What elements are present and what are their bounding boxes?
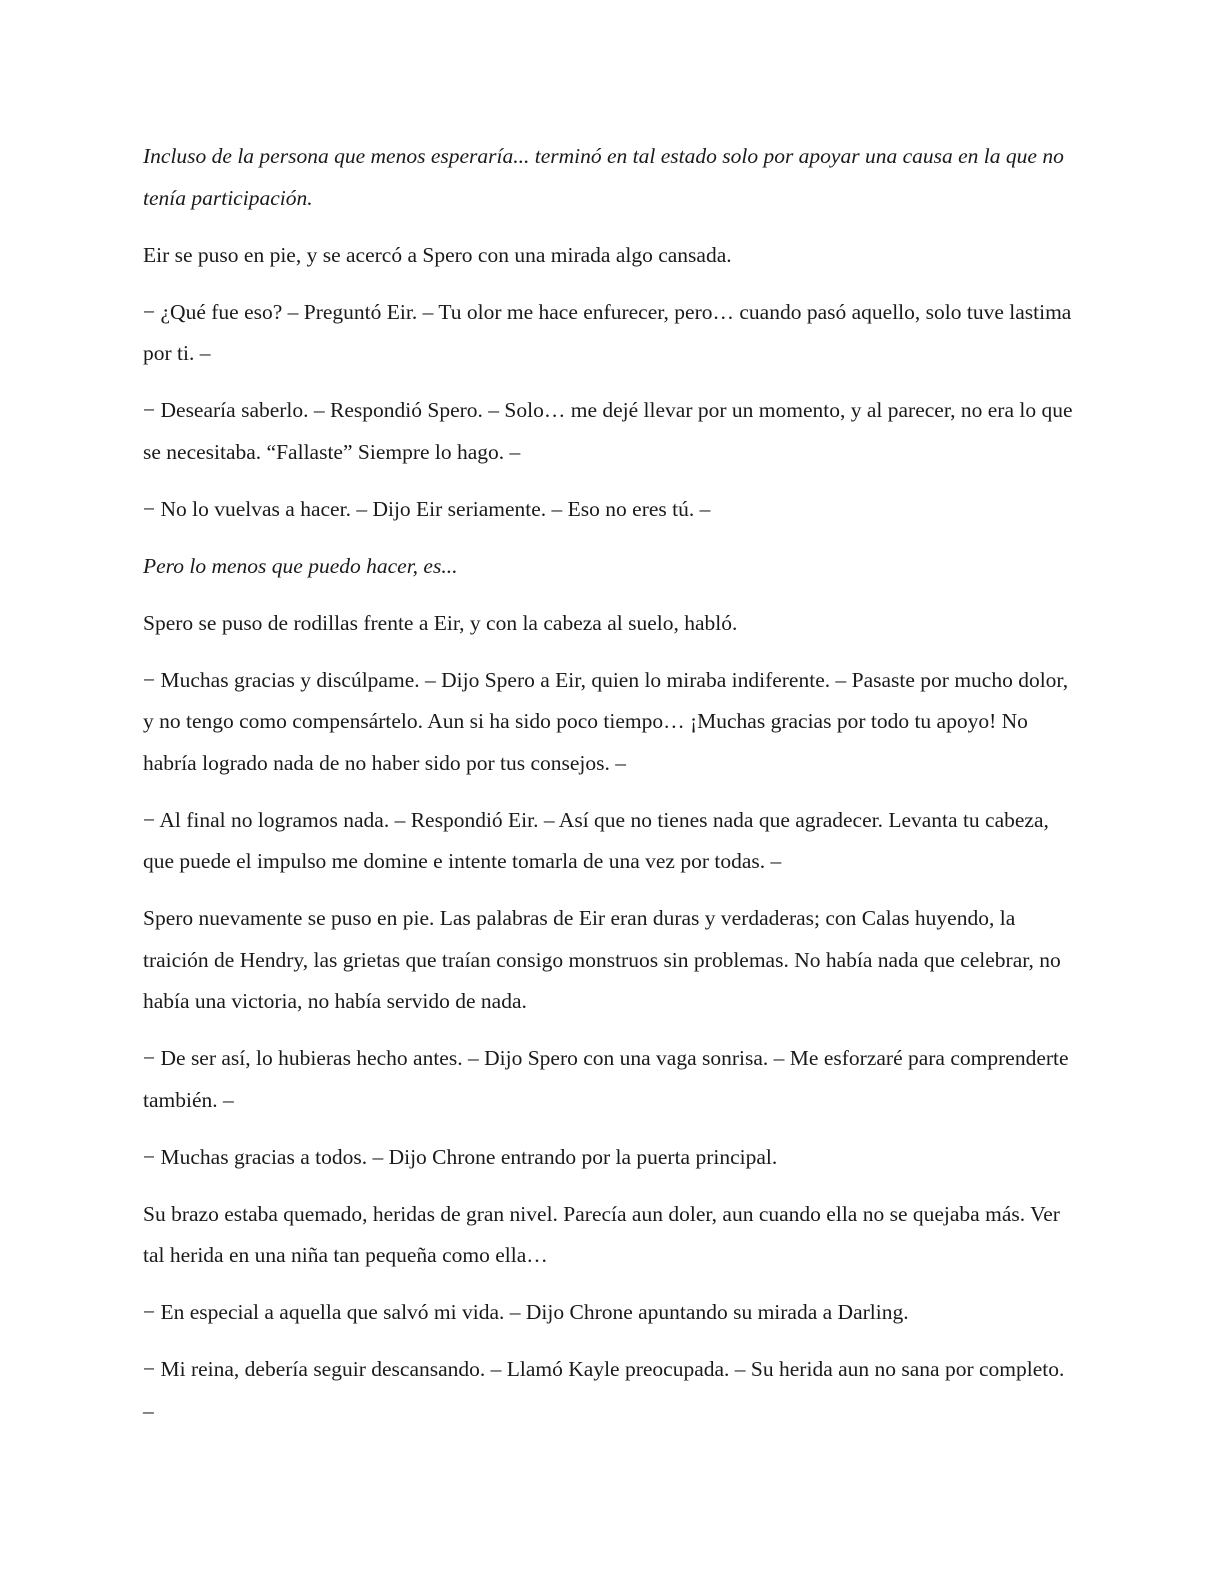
paragraph-6: Pero lo menos que puedo hacer, es... — [143, 553, 458, 578]
paragraph-10: Spero nuevamente se puso en pie. Las palabras de Eir eran duras y verdaderas; con Calas huyendo, la traición de Hendry, las grietas que traían consigo monstruos sin problemas. No había nada que celebrar, no había una victoria, no había servido de nada. — [143, 906, 1061, 1013]
paragraph-3: − ¿Qué fue eso? – Preguntó Eir. – Tu olor me hace enfurecer, pero… cuando pasó aquello, solo tuve lastima por ti. – — [143, 299, 1072, 365]
paragraph-13: Su brazo estaba quemado, heridas de gran nivel. Parecía aun doler, aun cuando ella no se quejaba más. Ver tal herida en una niña tan pequeña como ella… — [143, 1201, 1060, 1267]
paragraph-5: − No lo vuelvas a hacer. – Dijo Eir seriamente. – Eso no eres tú. – — [143, 496, 711, 521]
paragraph-9: − Al final no logramos nada. – Respondió Eir. – Así que no tienes nada que agradecer. Levanta tu cabeza, que puede el impulso me domine e intente tomarla de una vez por todas. – — [143, 807, 1049, 873]
paragraph-12: − Muchas gracias a todos. – Dijo Chrone entrando por la puerta principal. — [143, 1144, 778, 1169]
document-page — [143, 136, 1078, 1448]
paragraph-14: − En especial a aquella que salvó mi vida. – Dijo Chrone apuntando su mirada a Darling. — [143, 1300, 909, 1324]
paragraph-1: Incluso de la persona que menos esperaría... terminó en tal estado solo por apoyar una causa en la que no tenía participación. — [143, 144, 1064, 210]
paragraph-15: − Mi reina, debería seguir descansando. – Llamó Kayle preocupada. – Su herida aun no sana por completo. – — [143, 1357, 1065, 1423]
paragraph-2: Eir se puso en pie, y se acercó a Spero con una mirada algo cansada. — [143, 242, 732, 267]
paragraph-4: − Desearía saberlo. – Respondió Spero. – Solo… me dejé llevar por un momento, y al parecer, no era lo que se necesitaba. “Fallaste” Siempre lo hago. – — [143, 398, 1073, 464]
paragraph-11: − De ser así, lo hubieras hecho antes. – Dijo Spero con una vaga sonrisa. – Me esforzaré para comprenderte también. – — [143, 1046, 1069, 1112]
paragraph-7: Spero se puso de rodillas frente a Eir, y con la cabeza al suelo, habló. — [143, 610, 738, 635]
paragraph-8: − Muchas gracias y discúlpame. – Dijo Spero a Eir, quien lo miraba indiferente. – Pasaste por mucho dolor, y no tengo como compensártelo. Aun si ha sido poco tiempo… ¡Muchas gracias por todo tu apoyo! No habría logrado nada de no haber sido por tus consejos. – — [143, 667, 1069, 775]
